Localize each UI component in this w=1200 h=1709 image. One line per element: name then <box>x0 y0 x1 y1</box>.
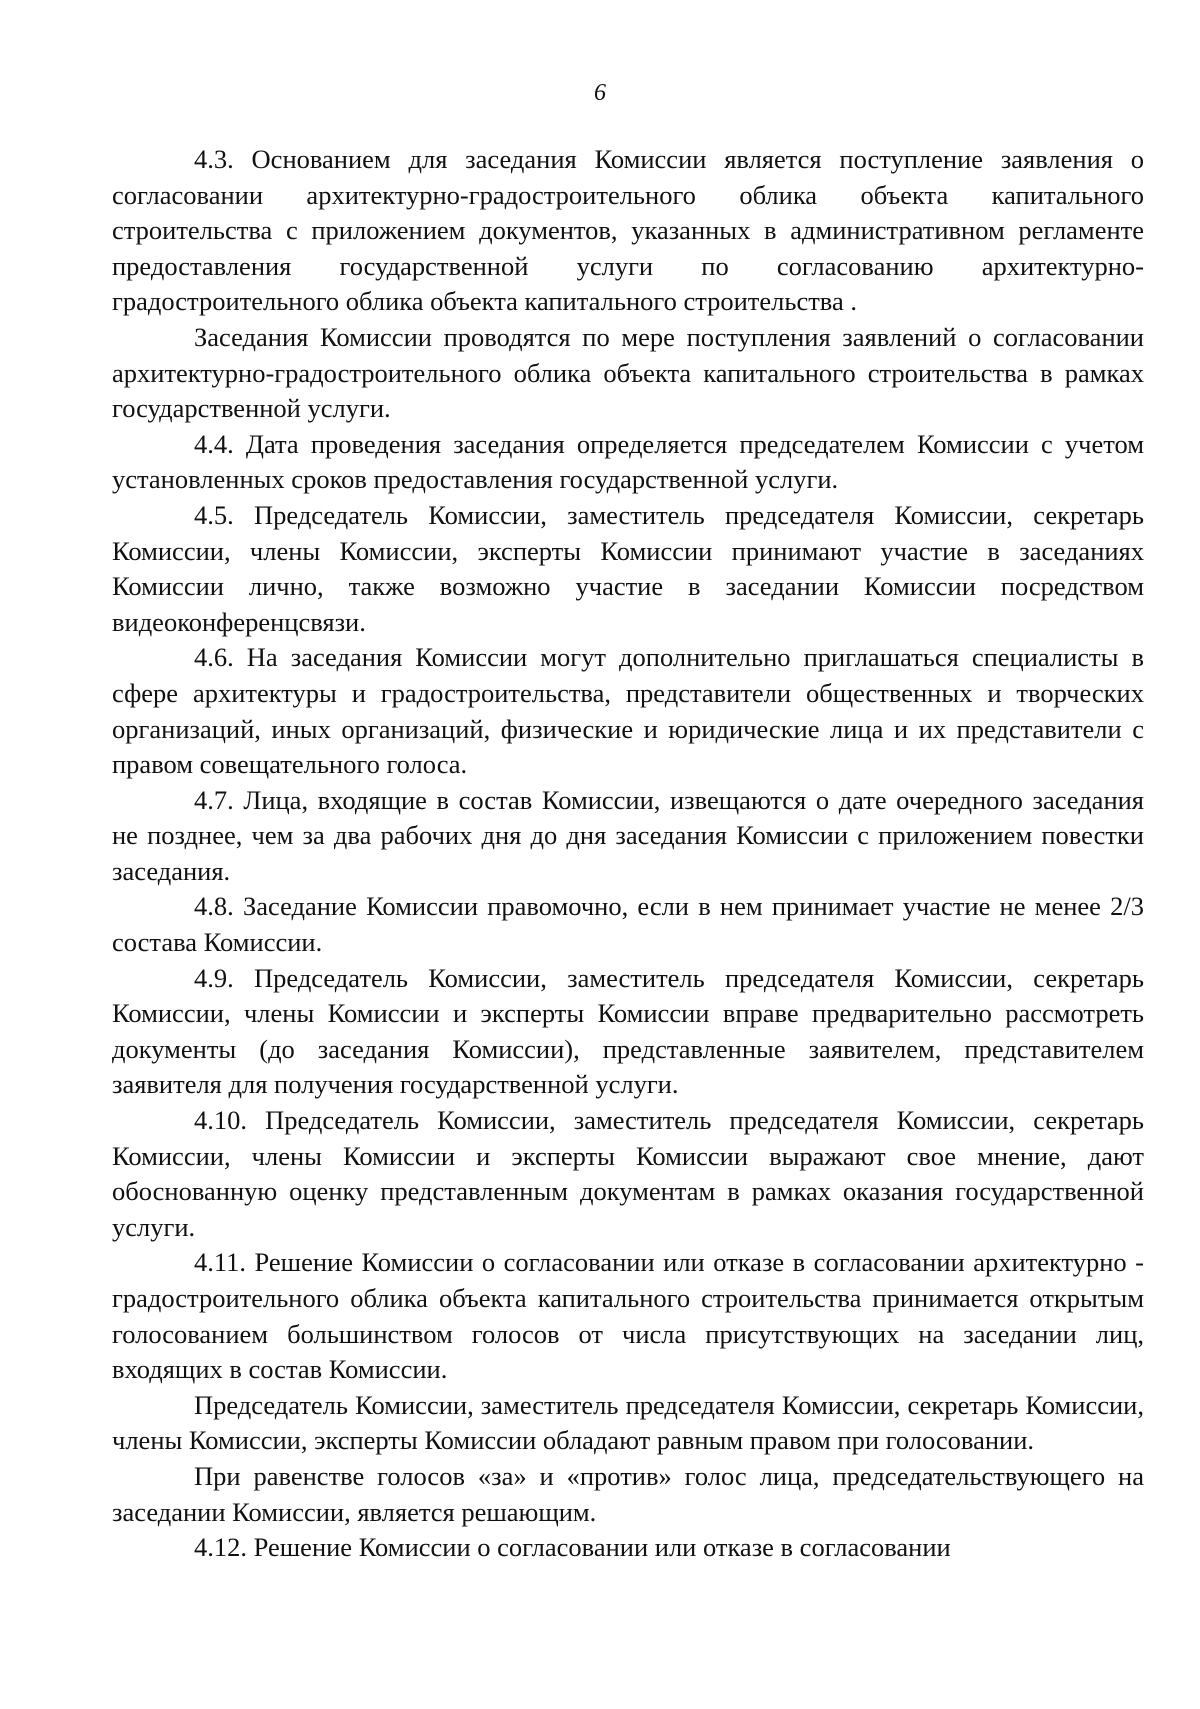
paragraph-4-5: 4.5. Председатель Комиссии, заместитель председателя Комиссии, секретарь Комиссии, члены Комиссии, эксперты Комиссии принимают участие в заседаниях Комиссии лично, также возможно участие в заседании Комиссии посредством видеоконференцсвязи. <box>112 499 1144 637</box>
page-number: 6 <box>594 80 606 106</box>
paragraph-4-8: 4.8. Заседание Комиссии правомочно, если в нем принимает участие не менее 2/3 состава Комиссии. <box>112 891 1144 958</box>
paragraph-4-4: 4.4. Дата проведения заседания определяется председателем Комиссии с учетом установленных сроков предоставления государственной услуги. <box>112 428 1144 495</box>
paragraph-4-9: 4.9. Председатель Комиссии, заместитель председателя Комиссии, секретарь Комиссии, члены Комиссии и эксперты Комиссии вправе предварительно рассмотреть документы (до заседания Комиссии), представленные заявителем, представителем заявителя для получения государственной услуги. <box>112 962 1144 1100</box>
paragraph-4-11: 4.11. Решение Комиссии о согласовании или отказе в согласовании архитектурно - градостроительного облика объекта капитального строительства принимается открытым голосованием большинством голосов от числа присутствующих на заседании лиц, входящих в состав Комиссии. <box>112 1247 1144 1385</box>
paragraph-4-11-equal-vote: Председатель Комиссии, заместитель председателя Комиссии, секретарь Комиссии, члены Комиссии, эксперты Комиссии обладают равным правом при голосовании. <box>112 1389 1144 1456</box>
paragraph-4-11-tie-vote: При равенстве голосов «за» и «против» голос лица, председательствующего на заседании Комиссии, является решающим. <box>112 1460 1144 1527</box>
paragraph-4-3: 4.3. Основанием для заседания Комиссии является поступление заявления о согласовании архитектурно-градостроительного облика объекта капитального строительства с приложением документов, указанных в административном регламенте предоставления государственной услуги по согласованию архитектурно-градостроительного облика объекта капитального строительства . <box>112 144 1144 317</box>
paragraph-4-3-meetings: Заседания Комиссии проводятся по мере поступления заявлений о согласовании архитектурно-градостроительного облика объекта капитального строительства в рамках государственной услуги. <box>112 321 1144 424</box>
document-body <box>112 142 1144 1566</box>
paragraph-4-12: 4.12. Решение Комиссии о согласовании или отказе в согласовании <box>194 1532 951 1563</box>
paragraph-4-6: 4.6. На заседания Комиссии могут дополнительно приглашаться специалисты в сфере архитектуры и градостроительства, представители общественных и творческих организаций, иных организаций, физические и юридические лица и их представители с правом совещательного голоса. <box>112 642 1144 780</box>
paragraph-4-7: 4.7. Лица, входящие в состав Комиссии, извещаются о дате очередного заседания не позднее, чем за два рабочих дня до дня заседания Комиссии с приложением повестки заседания. <box>112 784 1144 886</box>
paragraph-4-10: 4.10. Председатель Комиссии, заместитель председателя Комиссии, секретарь Комиссии, члены Комиссии и эксперты Комиссии выражают свое мнение, дают обоснованную оценку представленным документам в рамках оказания государственной услуги. <box>112 1105 1144 1242</box>
